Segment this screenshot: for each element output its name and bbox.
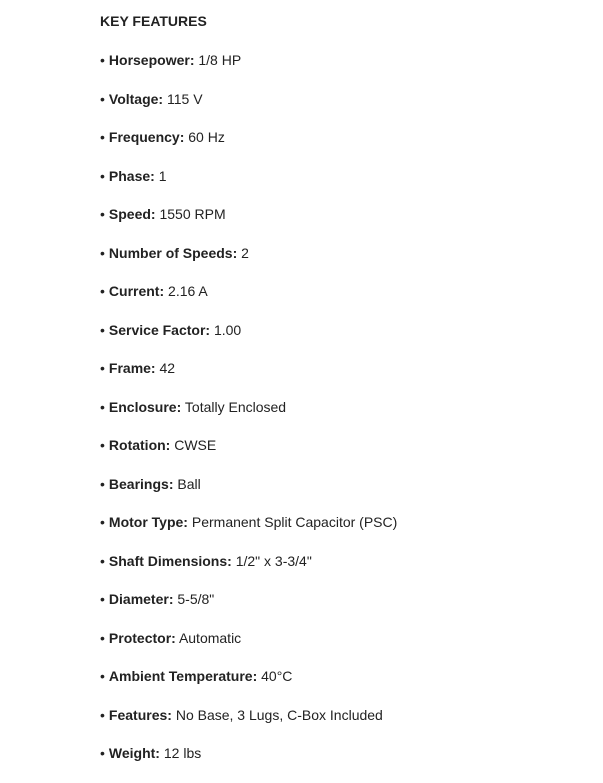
feature-label: Phase: [108,167,155,184]
feature-item [100,667,580,685]
feature-value: Ball [177,475,201,492]
feature-value: Permanent Split Capacitor (PSC) [191,514,398,530]
feature-label: Frame: [108,360,156,376]
bullet-icon: • [100,514,105,530]
bullet-icon: • [100,360,105,376]
feature-label: Enclosure: [108,398,182,415]
feature-label: Features: [108,706,172,723]
feature-item [100,398,580,416]
feature-label: Number of Speeds: [108,244,238,261]
feature-label: Bearings: [108,475,174,492]
bullet-icon: • [100,552,105,569]
feature-label: Voltage: [108,90,164,107]
feature-item [100,513,580,531]
bullet-icon: • [100,167,105,184]
feature-value: 60 Hz [188,129,225,145]
feature-label: Service Factor: [108,321,211,338]
feature-value: Automatic [178,629,242,646]
feature-label: Speed: [108,206,156,222]
feature-item [100,205,580,223]
feature-value: 12 lbs [163,745,202,761]
key-features-section [100,12,580,783]
feature-value: 2.16 A [168,283,208,299]
feature-item [100,552,580,570]
feature-item [100,359,580,377]
feature-value: 1/8 HP [198,52,242,68]
feature-label: Shaft Dimensions: [108,552,232,569]
feature-value: CWSE [174,437,217,453]
feature-item [100,244,580,262]
bullet-icon: • [100,475,105,492]
feature-value: 5-5/8" [177,591,215,607]
bullet-icon: • [100,90,105,107]
feature-value: 42 [159,360,176,376]
feature-item [100,590,580,608]
feature-item [100,128,580,146]
bullet-icon: • [100,629,105,646]
bullet-icon: • [100,437,105,453]
key-features-list [100,51,580,762]
feature-label: Current: [108,283,165,299]
feature-label: Frequency: [108,129,185,145]
bullet-icon: • [100,745,105,761]
feature-value: 1/2" x 3-3/4" [235,552,312,569]
bullet-icon: • [100,52,105,68]
feature-value: Totally Enclosed [184,398,287,415]
feature-value: 2 [241,244,249,261]
feature-value: 1.00 [213,321,242,338]
feature-value: No Base, 3 Lugs, C-Box Included [175,706,383,723]
feature-value: 1550 RPM [159,206,226,222]
feature-value: 115 V [167,90,203,107]
feature-label: Protector: [108,629,176,646]
feature-item [100,744,580,762]
feature-label: Horsepower: [108,52,195,68]
feature-item [100,51,580,69]
feature-item [100,90,580,108]
bullet-icon: • [100,206,105,222]
feature-value: 1 [158,167,167,184]
feature-item [100,436,580,454]
feature-item [100,167,580,185]
feature-item [100,475,580,493]
bullet-icon: • [100,398,105,415]
feature-label: Diameter: [108,591,174,607]
feature-label: Weight: [108,745,160,761]
feature-label: Rotation: [108,437,171,453]
bullet-icon: • [100,591,105,607]
key-features-heading: KEY FEATURES [100,13,207,29]
feature-item [100,706,580,724]
feature-label: Motor Type: [108,514,188,530]
feature-item [100,629,580,647]
feature-label: Ambient Temperature: [108,668,258,684]
bullet-icon: • [100,706,105,723]
bullet-icon: • [100,321,105,338]
bullet-icon: • [100,129,105,145]
bullet-icon: • [100,283,105,299]
feature-value: 40°C [261,668,293,684]
bullet-icon: • [100,244,105,261]
feature-item [100,282,580,300]
feature-item [100,321,580,339]
bullet-icon: • [100,668,105,684]
